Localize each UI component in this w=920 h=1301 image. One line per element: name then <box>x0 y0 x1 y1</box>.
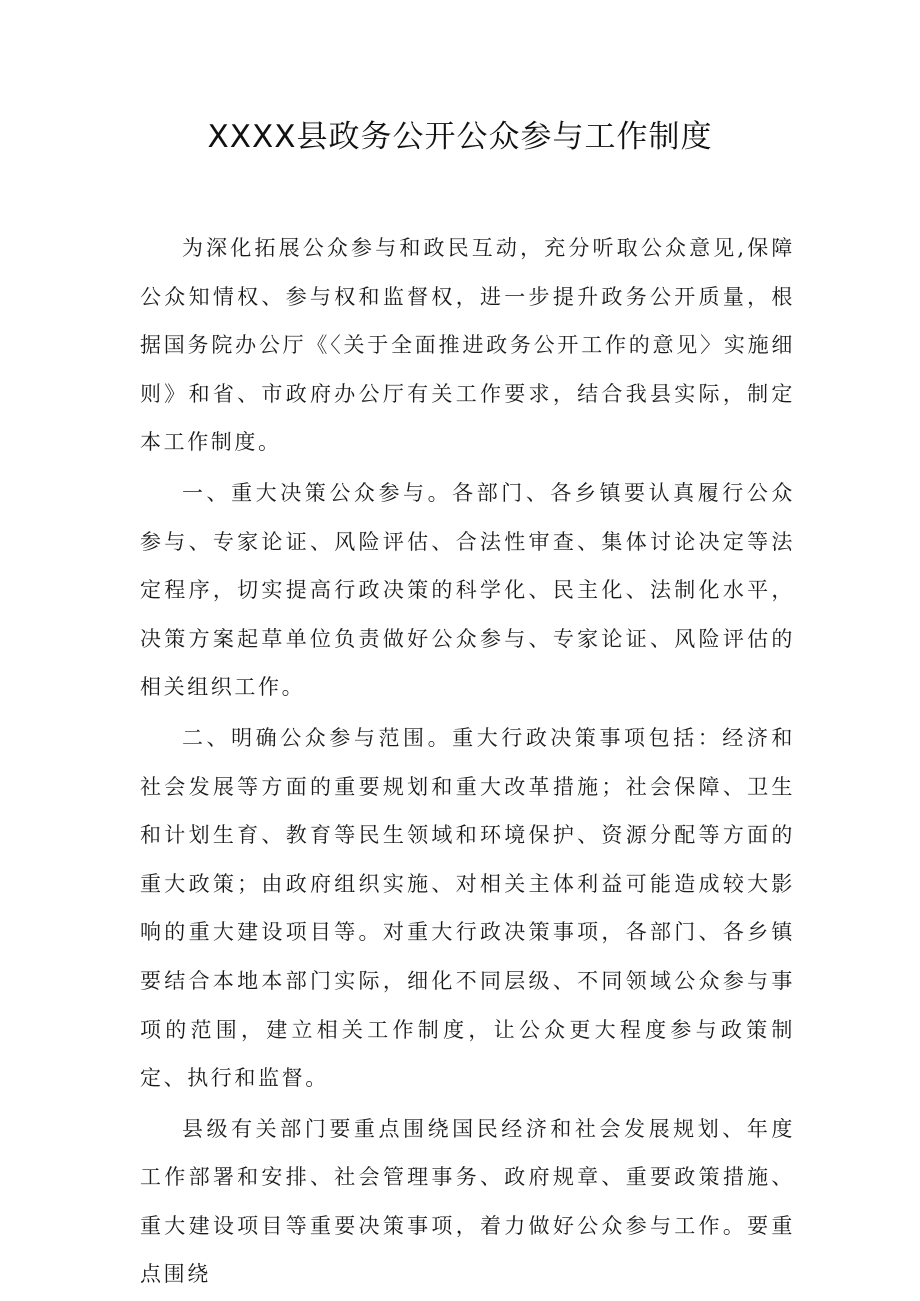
paragraph-section-2: 二、明确公众参与范围。重大行政决策事项包括：经济和社会发展等方面的重要规划和重大改革措施；社会保障、卫生和计划生育、教育等民生领域和环境保护、资源分配等方面的重大政策；由政府组织实施、对相关主体利益可能造成较大影响的重大建设项目等。对重大行政决策事项，各部门、各乡镇要结合本地本部门实际，细化不同层级、不同领域公众参与事项的范围，建立相关工作制度，让公众更大程度参与政策制定、执行和监督。 <box>140 725 795 1091</box>
document-title: XXXX县政务公开公众参与工作制度 <box>207 119 713 155</box>
document-body <box>140 224 795 1301</box>
paragraph-county-departments: 县级有关部门要重点围绕国民经济和社会发展规划、年度工作部署和安排、社会管理事务、政府规章、重要政策措施、重大建设项目等重要决策事项，着力做好公众参与工作。要重点围绕 <box>140 1116 795 1287</box>
paragraph-section-1: 一、重大决策公众参与。各部门、各乡镇要认真履行公众参与、专家论证、风险评估、合法性审查、集体讨论决定等法定程序，切实提高行政决策的科学化、民主化、法制化水平，决策方案起草单位负责做好公众参与、专家论证、风险评估的相关组织工作。 <box>140 480 795 700</box>
paragraph-intro: 为深化拓展公众参与和政民互动，充分听取公众意见,保障公众知情权、参与权和监督权，进一步提升政务公开质量，根据国务院办公厅《〈关于全面推进政务公开工作的意见〉实施细则》和省、市政府办公厅有关工作要求，结合我县实际，制定本工作制度。 <box>140 236 795 455</box>
